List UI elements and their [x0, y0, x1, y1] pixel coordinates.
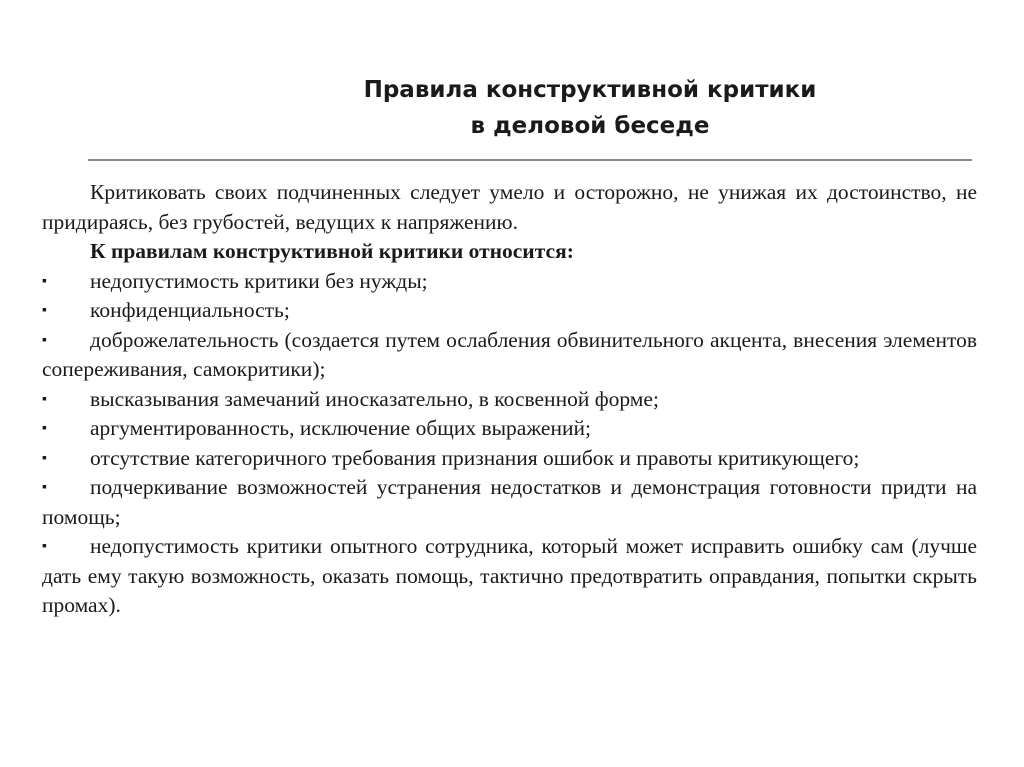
list-item-text: доброжелательность (создается путем ослабления обвинительного акцента, внесения элементов сопереживания, самокритики); [42, 327, 977, 381]
list-item [42, 414, 977, 444]
title-line-1: Правила конструктивной критики [363, 77, 817, 103]
list-item [42, 473, 977, 532]
bullet-icon: ▪ [42, 539, 47, 554]
list-item [42, 267, 977, 297]
title-divider [88, 159, 972, 161]
bullet-icon: ▪ [42, 450, 47, 466]
list-item [42, 296, 977, 326]
intro-paragraph: Критиковать своих подчиненных следует умело и осторожно, не унижая их достоинство, не придираясь, без грубостей, ведущих к напряжению. [42, 180, 977, 234]
bullet-icon: ▪ [42, 391, 47, 407]
bullet-icon: ▪ [42, 303, 47, 318]
list-item [42, 326, 977, 385]
rules-lead: К правилам конструктивной критики относится: [90, 239, 574, 263]
bullet-icon: ▪ [42, 332, 47, 348]
slide-title [250, 72, 930, 144]
list-item-text: конфиденциальность; [90, 298, 290, 322]
bullet-icon: ▪ [42, 273, 47, 289]
bullet-icon: ▪ [42, 421, 47, 436]
list-item [42, 444, 977, 474]
list-item-text: недопустимость критики без нужды; [90, 268, 428, 293]
list-item [42, 385, 977, 415]
list-item-text: недопустимость критики опытного сотрудника, который может исправить ошибку сам (лучше дать ему такую возможность, оказать помощь, тактично предотвратить оправдания, попытки скрыть промах). [42, 534, 977, 617]
list-item-text: высказывания замечаний иносказательно, в косвенной форме; [90, 386, 659, 411]
title-line-2: в деловой беседе [470, 113, 710, 139]
bullet-icon: ▪ [42, 480, 47, 495]
list-item-text: аргументированность, исключение общих выражений; [90, 416, 591, 440]
slide-body [42, 178, 977, 621]
list-item-text: отсутствие категоричного требования признания ошибок и правоты критикующего; [90, 445, 860, 470]
list-item [42, 532, 977, 621]
list-item-text: подчеркивание возможностей устранения недостатков и демонстрация готовности придти на помощь; [42, 475, 977, 529]
